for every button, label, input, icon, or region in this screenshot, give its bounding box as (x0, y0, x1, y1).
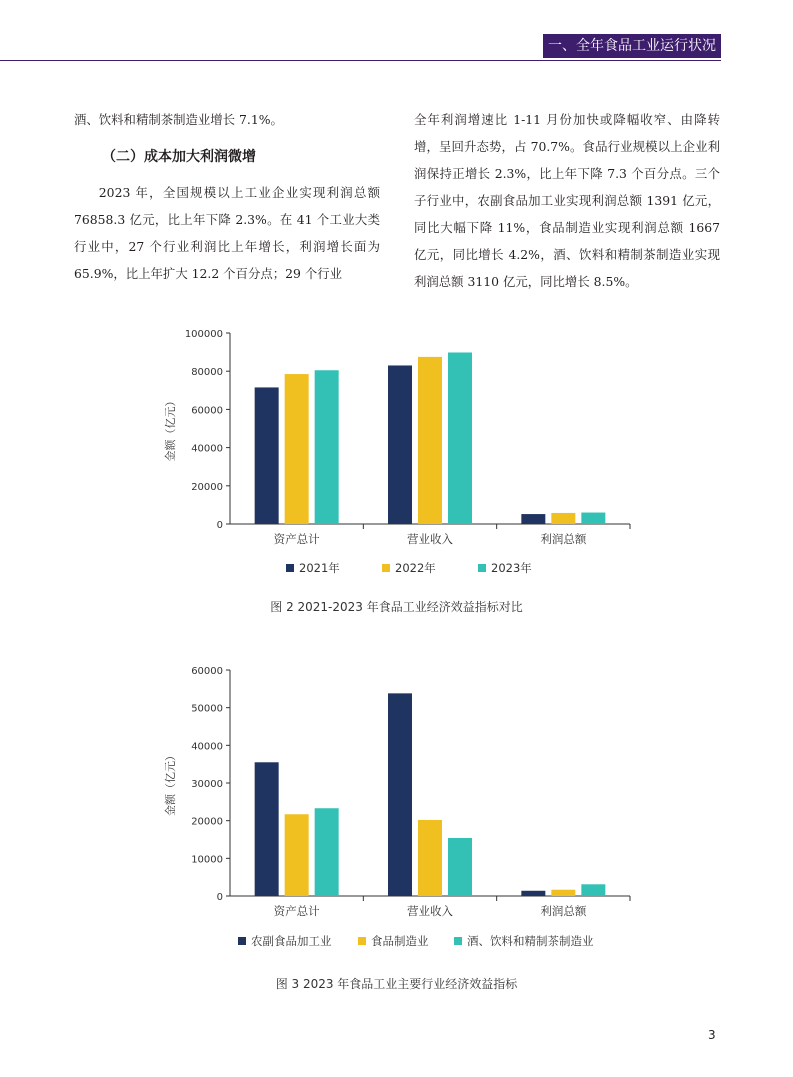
legend-label: 农副食品加工业 (251, 934, 332, 948)
bar (521, 514, 545, 524)
x-tick-label: 利润总额 (540, 904, 587, 918)
bar (255, 387, 279, 524)
x-tick-label: 资产总计 (273, 904, 320, 918)
y-tick-label: 100000 (184, 329, 223, 340)
left-column (74, 106, 380, 287)
bar (448, 838, 472, 896)
figure3-chart (160, 656, 640, 956)
paragraph-profit: 2023 年，全国规模以上工业企业实现利润总额 76858.3 亿元，比上年下降 2.3%。在 41 个工业大类行业中，27 个行业利润比上年增长，利润增长面为 65.9%，比上年扩大 12.2 个百分点；29 个行业 (74, 185, 380, 281)
legend-swatch (358, 937, 366, 945)
legend-swatch (454, 937, 462, 945)
figure2-caption: 图 2 2021-2023 年食品工业经济效益指标对比 (270, 600, 523, 614)
legend-label: 食品制造业 (371, 934, 429, 948)
y-tick-label: 0 (216, 892, 223, 903)
legend-label: 2021年 (299, 561, 340, 575)
bar (255, 762, 279, 896)
bar (388, 693, 412, 896)
y-tick-label: 20000 (191, 481, 223, 493)
y-axis-label: 金额（亿元） (164, 750, 177, 816)
legend-swatch (238, 937, 246, 945)
y-axis-label: 金额（亿元） (164, 395, 177, 462)
bar (418, 357, 442, 524)
legend-swatch (478, 564, 486, 572)
right-column (414, 106, 720, 295)
y-tick-label: 40000 (191, 741, 223, 753)
bar (551, 890, 575, 896)
bar (521, 891, 545, 896)
bar (315, 808, 339, 896)
y-tick-label: 50000 (191, 703, 223, 715)
x-tick-label: 营业收入 (407, 904, 453, 918)
bar (448, 352, 472, 524)
legend-label: 2022年 (395, 561, 436, 575)
x-tick-label: 利润总额 (540, 532, 587, 546)
figure2-chart (160, 318, 640, 588)
x-tick-label: 营业收入 (407, 532, 453, 546)
legend-label: 2023年 (491, 561, 532, 575)
bar (285, 374, 309, 524)
x-tick-label: 资产总计 (273, 532, 320, 546)
bar (388, 365, 412, 524)
figure2-svg (160, 318, 640, 588)
y-tick-label: 0 (216, 520, 223, 531)
bar (418, 820, 442, 896)
figure3-svg (160, 656, 640, 956)
legend-swatch (382, 564, 390, 572)
y-tick-label: 40000 (191, 443, 223, 455)
legend-label: 酒、饮料和精制茶制造业 (467, 934, 594, 948)
paragraph-continued: 酒、饮料和精制茶制造业增长 7.1%。 (74, 112, 283, 127)
bar (581, 513, 605, 524)
bar (285, 814, 309, 896)
page-number: 3 (708, 1028, 716, 1042)
y-tick-label: 10000 (191, 854, 223, 866)
y-tick-label: 30000 (191, 779, 223, 790)
paragraph-profit-continued: 全年利润增速比 1-11 月份加快或降幅收窄、由降转增，呈回升态势，占 70.7%。食品行业规模以上企业利润保持正增长 2.3%，比上年下降 7.3 个百分点。三个子行业中，农副食品加工业实现利润总额 1391 亿元，同比大幅下降 11%，食品制造业实现利润总额 1667 亿元，同比增长 4.2%，酒、饮料和精制茶制造业实现利润总额 3110 亿元，同比增长 8.5%。 (414, 112, 720, 289)
bar (551, 513, 575, 524)
header-rule (0, 60, 721, 61)
y-tick-label: 60000 (191, 405, 223, 417)
figure3-caption: 图 3 2023 年食品工业主要行业经济效益指标 (275, 977, 518, 991)
bar (581, 884, 605, 896)
bar (315, 370, 339, 524)
y-tick-label: 80000 (191, 367, 223, 379)
section-heading: （二）成本加大利润微增 (102, 149, 256, 165)
y-tick-label: 60000 (191, 666, 223, 677)
section-tab: 一、全年食品工业运行状况 (543, 34, 721, 58)
y-tick-label: 20000 (191, 816, 223, 828)
legend-swatch (286, 564, 294, 572)
